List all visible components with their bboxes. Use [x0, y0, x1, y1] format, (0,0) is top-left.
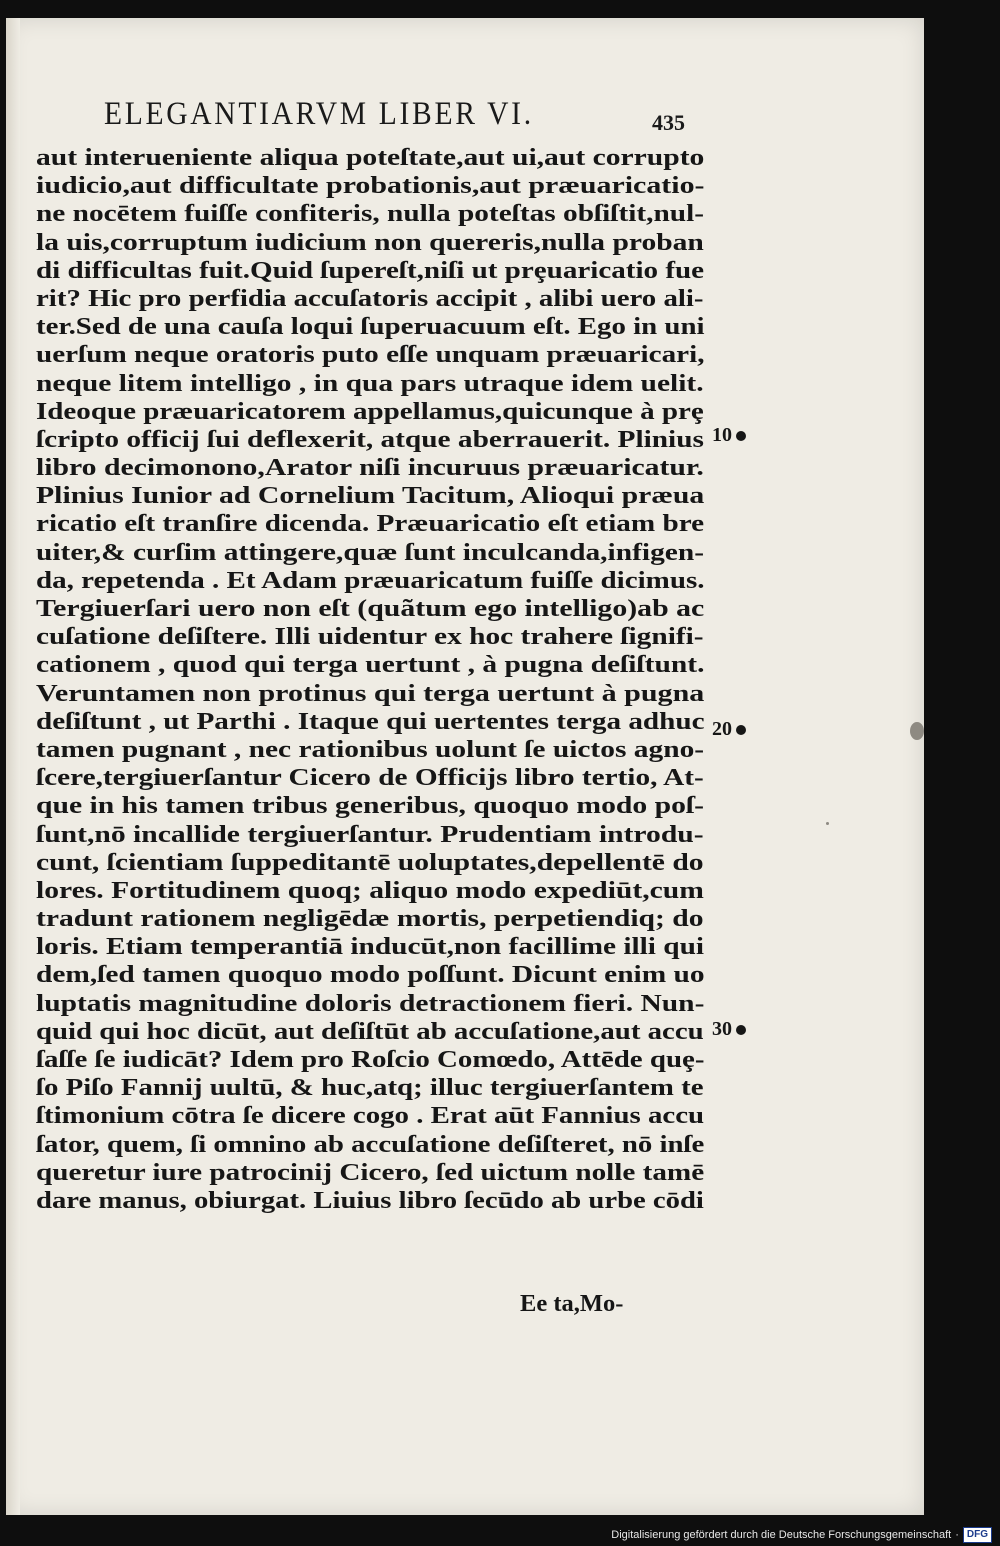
text-line: rit? Hic pro perfidia accuſatoris accipit , alibi uero ali- — [36, 284, 704, 312]
text-line: luptatis magnitudine doloris detractionem fieri. Nun- — [36, 989, 705, 1017]
text-line: ſtimonium cōtra ſe dicere cogo . Erat aūt Fannius accu — [36, 1102, 705, 1130]
paper-blemish — [910, 722, 924, 740]
running-title: ELEGANTIARVM LIBER VI. — [104, 96, 534, 132]
margin-dot-icon — [736, 725, 746, 735]
text-line: dem,ſed tamen quoquo modo poſſunt. Dicunt enim uo — [36, 961, 705, 989]
text-line: ſaſſe ſe iudicāt? Idem pro Roſcio Comœdo, Attēde quȩ- — [36, 1046, 705, 1073]
text-line: quid qui hoc dicūt, aut deſiſtūt ab accuſatione,aut accu — [36, 1017, 704, 1045]
text-line: libro decimonono,Arator niſi incuruus præuaricatur. — [36, 454, 704, 482]
margin-dot-icon — [736, 431, 746, 441]
margin-line-number: 20 — [712, 718, 746, 741]
text-line: aut interueniente aliqua poteſtate,aut ui,aut corrupto — [36, 144, 705, 171]
text-line: ter.Sed de una cauſa loqui ſuperuacuum eſt. Ego in uni — [36, 313, 705, 341]
margin-dot-icon — [736, 1025, 746, 1035]
text-line: Plinius Iunior ad Cornelium Tacitum, Alioqui præua — [36, 482, 705, 510]
text-line: uiter,& curſim attingere,quæ ſunt inculcanda,infigen- — [36, 538, 705, 566]
text-line: iudicio,aut difficultate probationis,aut præuaricatio- — [36, 172, 705, 200]
margin-line-number: 10 — [712, 424, 746, 447]
text-line: tradunt rationem negligēdæ mortis, perpetiendiq; do — [36, 905, 704, 933]
text-line: loris. Etiam temperantiā inducūt,non facillime illi qui — [36, 933, 705, 961]
catchword: Ee ta,Mo- — [520, 1290, 624, 1317]
text-line: cationem , quod qui terga uertunt , à pugna deſiſtunt. — [36, 651, 705, 679]
text-line: neque litem intelligo , in qua pars utraque idem uelit. — [36, 369, 704, 397]
text-line: di difficultas fuit.Quid ſupereſt,niſi ut prȩuaricatio fue — [36, 256, 705, 284]
text-line: Tergiuerſari uero non eſt (quãtum ego intelligo)ab ac — [36, 595, 705, 622]
text-line: deſiſtunt , ut Parthi . Itaque qui uertentes terga adhuc — [36, 707, 705, 735]
text-line: cuſatione deſiſtere. Illi uidentur ex hoc trahere ſignifi- — [36, 623, 704, 651]
footer-text: Digitalisierung gefördert durch die Deutsche Forschungsgemeinschaft — [611, 1529, 952, 1541]
text-line: lores. Fortitudinem quoq; aliquo modo expediūt,cum — [36, 876, 704, 904]
text-line: queretur iure patrocinij Cicero, ſed uictum nolle tamē — [36, 1158, 705, 1186]
text-line: ſcripto officij ſui deflexerit, atque aberrauerit. Plinius — [36, 425, 704, 453]
paper-blemish — [826, 822, 829, 825]
dfg-logo-icon: DFG — [963, 1527, 992, 1543]
text-line: tamen pugnant , nec rationibus uolunt ſe uictos agno- — [36, 735, 705, 763]
text-line: da, repetenda . Et Adam præuaricatum fuiſſe dicimus. — [36, 566, 705, 594]
text-line: ſcere,tergiuerſantur Cicero de Officijs libro tertio, At- — [36, 764, 704, 792]
page-gutter-shadow — [6, 18, 20, 1515]
text-line: cunt, ſcientiam ſuppeditantē uoluptates,depellentē do — [36, 848, 704, 876]
text-line: ſo Piſo Fannij uultū, & huc,atq; illuc tergiuerſantem te — [36, 1074, 704, 1102]
digitization-footer: Digitalisierung gefördert durch die Deutsche Forschungsgemeinschaft · DFG — [611, 1527, 992, 1543]
text-line: ſunt,nō incallide tergiuerſantur. Prudentiam introdu- — [36, 820, 704, 848]
page-number: 435 — [652, 110, 685, 135]
text-line: Ideoque præuaricatorem appellamus,quicunque à prȩ — [36, 397, 704, 425]
text-line: Veruntamen non protinus qui terga uertunt à pugna — [36, 679, 705, 707]
page-header — [104, 96, 724, 140]
text-line: ne nocētem fuiſſe confiteris, nulla poteſtas obſiſtit,nul- — [36, 200, 705, 228]
body-text — [36, 144, 726, 1215]
text-line: que in his tamen tribus generibus, quoquo modo poſ- — [36, 792, 705, 820]
text-line: dare manus, obiurgat. Liuius libro ſecūdo ab urbe cōdi — [36, 1186, 704, 1214]
text-line: ricatio eſt tranſire dicenda. Præuaricatio eſt etiam bre — [36, 510, 705, 538]
margin-line-number: 30 — [712, 1018, 746, 1041]
text-line: uerſum neque oratoris puto eſſe unquam præuaricari, — [36, 341, 705, 369]
text-line: ſator, quem, ſi omnino ab accuſatione deſiſteret, nō inſe — [36, 1130, 705, 1158]
text-line: la uis,corruptum iudicium non quereris,nulla proban — [36, 228, 704, 256]
